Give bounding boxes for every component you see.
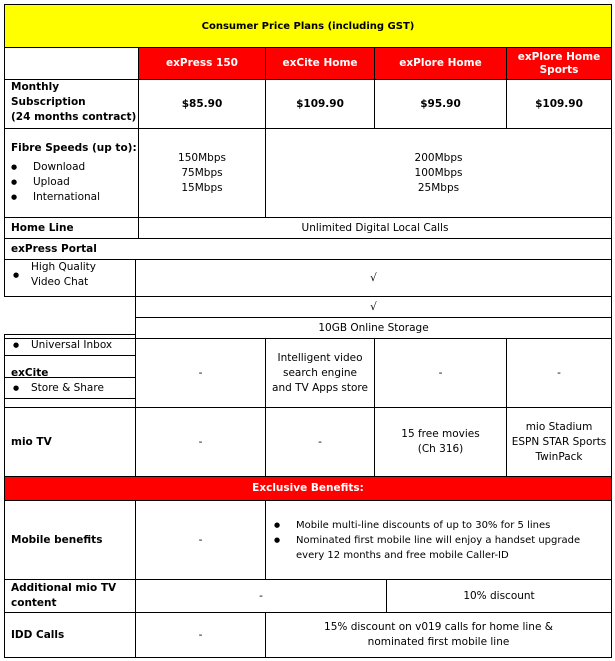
portal-item-label: Universal Inbox (31, 338, 113, 351)
speed-value: 200Mbps (414, 151, 463, 164)
plan-header-explore-home: exPlore Home (374, 47, 507, 80)
header-empty-cell (4, 47, 139, 80)
speed-value: 75Mbps (181, 166, 223, 179)
plan-header-express-150: exPress 150 (138, 47, 266, 80)
mobile-benefits-express-150: - (135, 500, 266, 580)
idd-calls-discount: 15% discount on v019 calls for home line & nominated first mobile line (265, 612, 612, 658)
monthly-label-line: (24 months contract) (11, 111, 137, 123)
price-explore-home: $95.90 (374, 79, 507, 129)
excite-explore-home-sports: - (506, 338, 612, 408)
portal-item-video-chat (4, 259, 136, 297)
list-item: ● Download (11, 160, 100, 175)
additional-mio-tv-label: Additional mio TV content (4, 579, 136, 613)
excite-excite-home: Intelligent video search engine and TV Apps store (265, 338, 375, 408)
home-line-label: Home Line (4, 217, 139, 239)
bullet-icon: ● (13, 271, 20, 279)
list-item: ● Nominated first mobile line will enjoy a handset upgrade every 12 months and free mobile Caller-ID (296, 533, 605, 563)
express-portal-label: exPress Portal (4, 238, 612, 260)
price-express-150: $85.90 (138, 79, 266, 129)
idd-calls-label: IDD Calls (4, 612, 136, 658)
additional-mio-tv-left-value: - (135, 579, 387, 613)
excite-express-150: - (135, 338, 266, 408)
mobile-benefits-details (265, 500, 612, 580)
fibre-speeds-other-plans (265, 128, 612, 218)
list-item: ● Mobile multi-line discounts of up to 30% for 5 lines (296, 518, 605, 533)
bullet-icon: ● (13, 340, 20, 349)
portal-item-label: High Quality (31, 261, 96, 273)
speed-value: 25Mbps (417, 181, 460, 194)
additional-mio-tv-discount: 10% discount (386, 579, 612, 613)
home-line-value: Unlimited Digital Local Calls (138, 217, 612, 239)
excite-label: exCite (4, 338, 136, 408)
portal-item-label: Video Chat (31, 276, 89, 288)
speed-value: 150Mbps (178, 151, 226, 164)
fibre-speeds-express (138, 128, 266, 218)
portal-item-label: Store & Share (31, 381, 104, 394)
mobile-benefits-label: Mobile benefits (4, 500, 136, 580)
price-excite-home: $109.90 (265, 79, 375, 129)
mio-tv-explore-home-sports: mio Stadium ESPN STAR Sports TwinPack (506, 407, 612, 477)
plan-header-excite-home: exCite Home (265, 47, 375, 80)
fibre-speeds-label (4, 128, 139, 218)
portal-value-video-chat: √ (135, 259, 612, 297)
list-item: ● International (11, 190, 100, 205)
list-item: ● Upload (11, 175, 100, 190)
table-title: Consumer Price Plans (including GST) (4, 4, 612, 48)
mio-tv-express-150: - (135, 407, 266, 477)
monthly-label-line: Monthly (11, 81, 60, 93)
fibre-speeds-list (11, 160, 100, 205)
mio-tv-excite-home: - (265, 407, 375, 477)
bullet-icon: ● (13, 383, 20, 392)
exclusive-benefits-banner: Exclusive Benefits: (4, 476, 612, 501)
fibre-speeds-title: Fibre Speeds (up to): (11, 142, 137, 154)
mio-tv-label: mio TV (4, 407, 136, 477)
mio-tv-explore-home: 15 free movies (Ch 316) (374, 407, 507, 477)
speed-value: 15Mbps (181, 181, 223, 194)
monthly-label-line: Subscription (11, 96, 86, 108)
plan-header-explore-home-sports: exPlore Home Sports (506, 47, 612, 80)
price-explore-home-sports: $109.90 (506, 79, 612, 129)
portal-value-universal-inbox: √ (135, 296, 612, 318)
mobile-benefits-list (266, 518, 611, 563)
portal-value-store-share: 10GB Online Storage (135, 317, 612, 339)
speed-value: 100Mbps (414, 166, 463, 179)
monthly-subscription-label (4, 79, 139, 129)
excite-explore-home: - (374, 338, 507, 408)
idd-calls-express-150: - (135, 612, 266, 658)
